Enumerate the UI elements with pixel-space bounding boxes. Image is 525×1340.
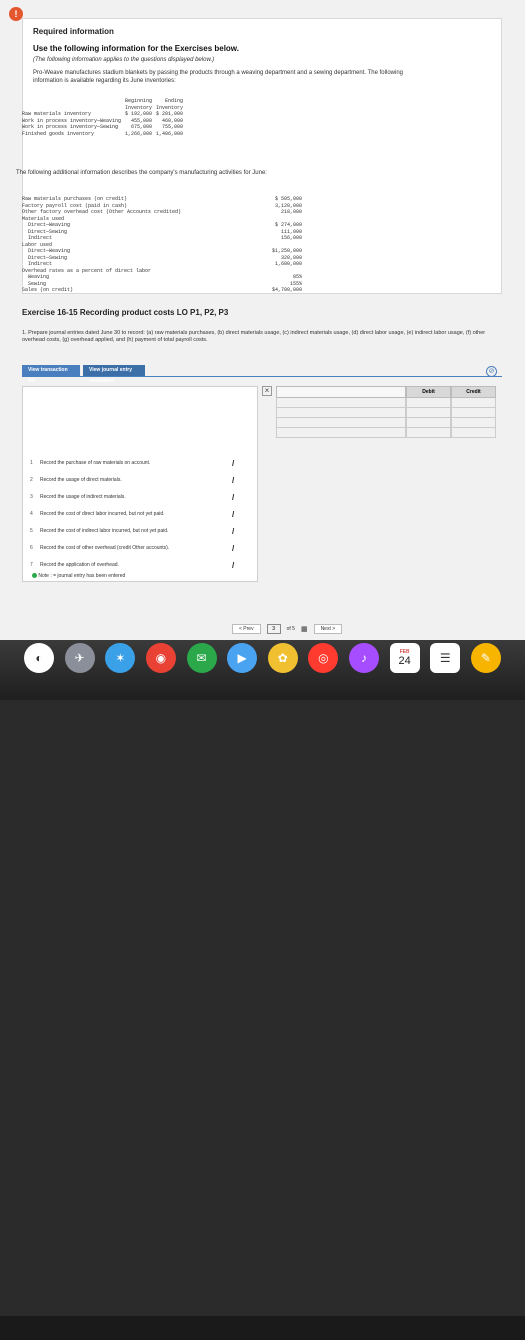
page [0, 0, 525, 640]
credit-header: Credit [451, 386, 496, 398]
additional-intro: The following additional information describes the company's manufacturing activities for June: [16, 170, 267, 176]
facetime-icon[interactable]: ▶ [227, 643, 257, 673]
worksheet-tabs [22, 365, 145, 384]
grid-icon[interactable]: ▦ [300, 626, 308, 633]
table-row: Weaving 85% [28, 274, 303, 280]
photos-icon[interactable]: ✿ [268, 643, 298, 673]
exercise-instructions: 1. Prepare journal entries dated June 30 to record: (a) raw materials purchases, (b) direct materials usage, (c) indirect materials usage, (d) direct labor usage, (e) indirect labor usage, (f) other overhead costs, (g) overhead applied, and (h) payment of total payroll costs. [22, 330, 486, 343]
required-paragraph: Pro-Weave manufactures stadium blankets by passing the products through a weaving department and a sewing department. The following information is available regarding its June inventories: [33, 70, 403, 84]
dock [0, 640, 525, 700]
tab-underline [22, 376, 502, 377]
table-row: Finished goods inventory 1,266,000 1,406,000 [22, 130, 184, 137]
required-note: (The following information applies to the questions displayed below.) [33, 57, 215, 63]
list-item[interactable]: 7 Record the application of overhead. [30, 562, 119, 568]
pagination [232, 624, 342, 634]
alert-icon: ! [9, 7, 23, 21]
table-row: Indirect 1,600,000 [28, 261, 303, 267]
table-row: Direct—Weaving $1,250,000 [28, 248, 303, 254]
page-number[interactable]: 3 [267, 624, 281, 634]
table-row: Direct—Weaving $ 274,000 [28, 222, 303, 228]
note: Note : = journal entry has been entered [32, 573, 125, 579]
col-beginning-2: Inventory [125, 104, 153, 111]
additional-table [20, 196, 360, 294]
close-icon[interactable]: × [262, 386, 272, 396]
app-icon[interactable]: ◎ [308, 643, 338, 673]
list-item[interactable]: 3 Record the usage of indirect materials. [30, 494, 126, 500]
check-icon: / [232, 510, 235, 519]
table-row: Sewing 155% [28, 280, 303, 287]
table-row [276, 398, 496, 408]
journal-table [276, 386, 496, 438]
required-subtitle: Use the following information for the Exercises below. [33, 44, 239, 53]
messages-icon[interactable]: ✉ [187, 643, 217, 673]
list-item[interactable]: 1 Record the purchase of raw materials on account. [30, 460, 151, 466]
table-row: Direct—Sewing 320,000 [28, 254, 303, 261]
dock-shelf [0, 1316, 525, 1340]
table-row [276, 408, 496, 418]
check-icon: / [232, 544, 235, 553]
finder-icon[interactable]: ◐ [24, 643, 54, 673]
inventory-table [20, 98, 320, 137]
table-row: Other factory overhead cost (Other Accounts credited) 218,000 [22, 209, 303, 215]
music-icon[interactable]: ♪ [349, 643, 379, 673]
list-item[interactable]: 4 Record the cost of direct labor incurred, but not yet paid. [30, 511, 165, 517]
page-of: of 5 [286, 626, 295, 632]
chrome-icon[interactable]: ◉ [146, 643, 176, 673]
col-ending: Ending [165, 98, 184, 104]
col-ending-2: Inventory [156, 104, 184, 111]
check-icon: / [232, 527, 235, 536]
journal-header [276, 386, 496, 398]
table-row: Factory payroll cost (paid in cash) 3,120,000 [22, 202, 303, 209]
table-row: Labor used [22, 241, 53, 248]
table-row: Materials used [22, 215, 65, 222]
table-row: Work in process inventory—Sewing 675,000 755,000 [22, 124, 184, 130]
tab-transaction-list[interactable]: View transaction list [22, 365, 80, 376]
table-row: Sales (on credit) $4,700,000 [22, 287, 303, 293]
entered-dot-icon [32, 573, 37, 578]
prev-button[interactable]: < Prev [232, 624, 261, 634]
check-icon: / [232, 476, 235, 485]
table-row: Indirect 156,000 [28, 235, 303, 241]
calendar-icon[interactable]: FEB 24 [390, 643, 420, 673]
check-icon: / [232, 493, 235, 502]
col-beginning: Beginning [125, 98, 153, 104]
exercise-title: Exercise 16-15 Recording product costs LO P1, P2, P3 [22, 308, 229, 317]
table-row: Direct—Sewing 111,000 [28, 228, 303, 235]
list-item[interactable]: 6 Record the cost of other overhead (credit Other accounts). [30, 545, 170, 551]
dock-bar [10, 640, 515, 676]
table-row [276, 428, 496, 438]
required-title: Required information [33, 27, 114, 36]
list-item[interactable]: 2 Record the usage of direct materials. [30, 477, 122, 483]
list-item[interactable]: 5 Record the cost of indirect labor incurred, but not yet paid. [30, 528, 169, 534]
table-row: Overhead rates as a percent of direct labor [22, 267, 152, 274]
tab-journal-worksheet[interactable]: View journal entry worksheet [83, 365, 145, 376]
table-row: Raw materials inventory $ 192,000 $ 201,000 [22, 111, 184, 117]
table-row: Work in process inventory—Weaving 455,000 460,000 [22, 117, 184, 124]
notes-icon[interactable]: ✎ [471, 643, 501, 673]
check-icon: / [232, 459, 235, 468]
safari-icon[interactable]: ✶ [105, 643, 135, 673]
reminders-icon[interactable]: ☰ [430, 643, 460, 673]
transaction-list [30, 460, 240, 579]
expand-icon[interactable]: ⊘ [486, 366, 497, 377]
debit-header: Debit [406, 386, 451, 398]
check-column [232, 460, 246, 579]
table-row [276, 418, 496, 428]
launchpad-icon[interactable]: ✈ [65, 643, 95, 673]
table-row: Raw materials purchases (on credit) $ 505,000 [22, 196, 303, 202]
check-icon: / [232, 561, 235, 570]
next-button[interactable]: Next > [314, 624, 343, 634]
